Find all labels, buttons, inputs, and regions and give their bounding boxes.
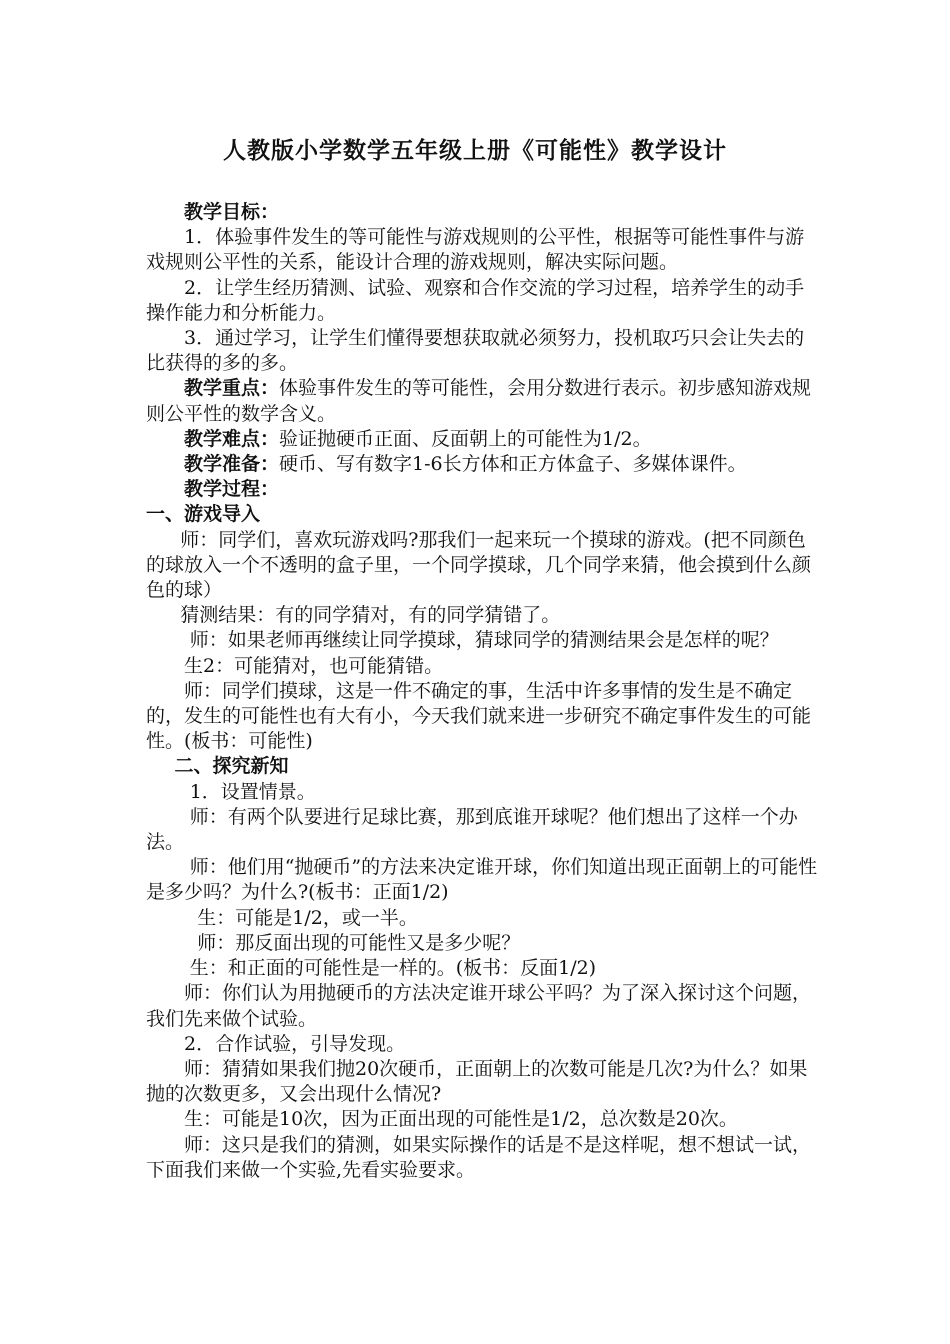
- goal-2: 2．让学生经历猜测、试验、观察和合作交流的学习过程，培养学生的动手操作能力和分析能力。: [146, 276, 805, 324]
- difficulty-text: 验证抛硬币正面、反面朝上的可能性为1/2。: [279, 427, 652, 450]
- key-point-label: 教学重点：: [184, 377, 280, 400]
- section-2-heading: 二、探究新知: [174, 755, 289, 778]
- document-title: 人教版小学数学五年级上册《可能性》教学设计: [223, 137, 727, 164]
- key-point-text: 体验事件发生的等可能性，会用分数进行表示。初步感知游戏规则公平性的数学含义。: [146, 377, 812, 425]
- difficulty: [146, 427, 821, 452]
- section-2-paragraph: 生：可能是1/2，或一半。: [197, 906, 418, 929]
- section-2-paragraph: 师：那反面出现的可能性又是多少呢？: [197, 931, 521, 954]
- section-2-paragraph: 生：和正面的可能性是一样的。(板书：反面1/2): [189, 957, 597, 980]
- process-heading: 教学过程：: [184, 478, 280, 501]
- section-1-paragraph: 师：如果老师再继续让同学摸球，猜球同学的猜测结果会是怎样的呢？: [189, 629, 779, 652]
- section-2-paragraph: 师：他们用“抛硬币”的方法来决定谁开球，你们知道出现正面朝上的可能性是多少吗？为什么?(板书：正面1/2): [146, 856, 818, 904]
- section-1-paragraph: 师：同学们，喜欢玩游戏吗?那我们一起来玩一个摸球的游戏。(把不同颜色的球放入一个不透明的盒子里，一个同学摸球，几个同学来猜，他会摸到什么颜色的球）: [146, 528, 812, 602]
- section-2-paragraph: 师：这只是我们的猜测，如果实际操作的话是不是这样呢，想不想试一试，下面我们来做一个实验,先看实验要求。: [146, 1133, 812, 1181]
- key-point: [146, 376, 821, 426]
- section-1-paragraph: 师：同学们摸球，这是一件不确定的事，生活中许多事情的发生是不确定的，发生的可能性也有大有小，今天我们就来进一步研究不确定事件发生的可能性。(板书：可能性): [146, 679, 812, 753]
- goal-3: 3．通过学习，让学生们懂得要想获取就必须努力，投机取巧只会让失去的比获得的多的多。: [146, 327, 805, 375]
- difficulty-label: 教学难点：: [184, 427, 280, 450]
- section-2-subheading: 2．合作试验，引导发现。: [184, 1032, 406, 1055]
- section-1-heading: 一、游戏导入: [146, 503, 261, 526]
- preparation-text: 硬币、写有数字1-6长方体和正方体盒子、多媒体课件。: [279, 453, 747, 476]
- section-1-paragraph: 猜测结果：有的同学猜对，有的同学猜错了。: [180, 604, 561, 627]
- document-body: [146, 200, 821, 1183]
- preparation: [146, 452, 821, 477]
- section-2-paragraph: 师：有两个队要进行足球比赛，那到底谁开球呢？他们想出了这样一个办法。: [146, 805, 798, 854]
- goals-heading: 教学目标：: [184, 201, 280, 223]
- preparation-label: 教学准备：: [184, 453, 280, 476]
- section-1-paragraph: 生2：可能猜对，也可能猜错。: [184, 654, 444, 677]
- goal-1: 1．体验事件发生的等可能性与游戏规则的公平性，根据等可能性事件与游戏规则公平性的关系，能设计合理的游戏规则，解决实际问题。: [146, 226, 805, 274]
- section-2-paragraph: 师：猜猜如果我们抛20次硬币，正面朝上的次数可能是几次?为什么？如果抛的次数更多，又会出现什么情况?: [146, 1057, 808, 1106]
- section-2-subheading: 1．设置情景。: [189, 780, 316, 803]
- section-2-paragraph: 师：你们认为用抛硬币的方法决定谁开球公平吗？为了深入探讨这个问题，我们先来做个试验。: [146, 982, 812, 1030]
- section-2-paragraph: 生：可能是10次，因为正面出现的可能性是1/2，总次数是20次。: [184, 1108, 738, 1131]
